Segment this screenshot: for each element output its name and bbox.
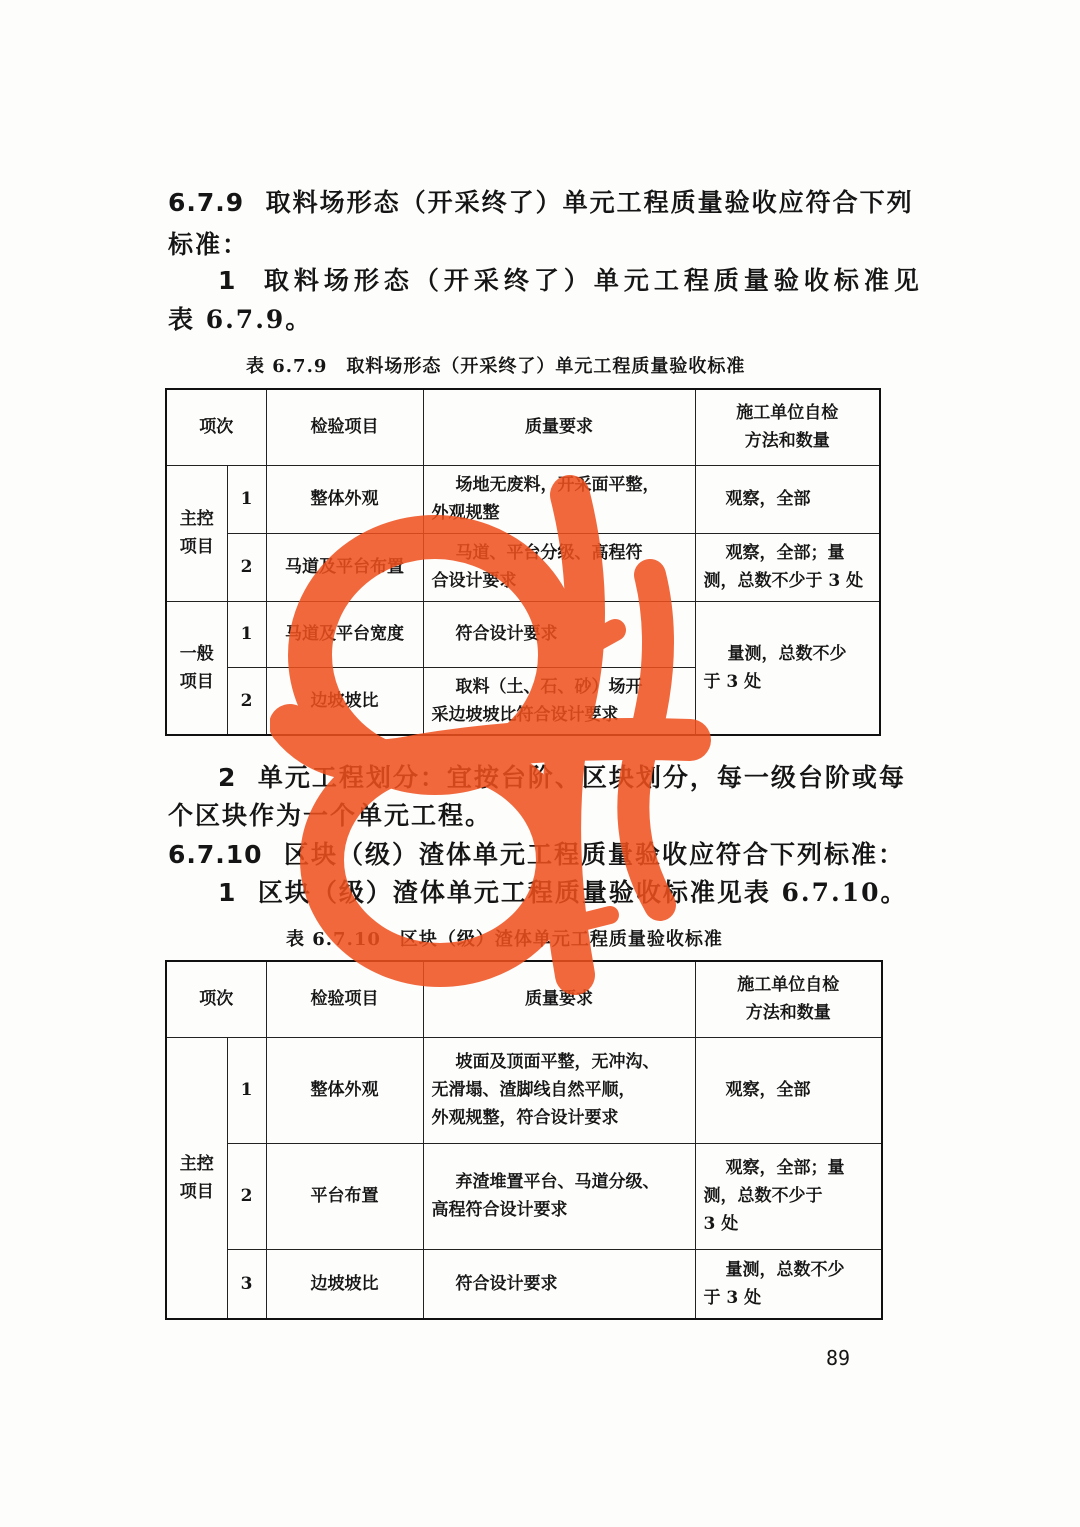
table-6710-caption: 表 6.7.10 区块（级）渣体单元工程质量验收标准 <box>286 929 723 950</box>
table-cell-item: 平台布置 <box>266 1143 423 1249</box>
table-cell-no: 2 <box>227 1143 266 1249</box>
table-cell-no: 1 <box>227 465 266 533</box>
table-cell-method: 观察，全部 <box>695 465 880 533</box>
method-line: 观察，全部；量 <box>725 543 845 563</box>
table-cell-no: 1 <box>227 601 266 667</box>
item2-679-line1 <box>218 758 906 794</box>
table-cell-req <box>423 1037 695 1143</box>
table-679-group-general-line2: 项目 <box>179 671 214 692</box>
table-679-header-method-line1: 施工单位自检 <box>736 403 839 424</box>
table-679-group-general <box>166 601 227 735</box>
method-line: 观察，全部；量 <box>725 1158 845 1178</box>
section-6710-item1 <box>218 873 908 909</box>
table-cell-req: 符合设计要求 <box>423 1249 695 1319</box>
table-6710-header-row <box>166 961 882 1037</box>
table-cell-req: 符合设计要求 <box>423 601 695 667</box>
table-679-group-main-line2: 项目 <box>179 537 214 557</box>
table-cell-req <box>423 465 695 533</box>
table-679-header-quality-req: 质量要求 <box>423 389 695 465</box>
table-679-group-main <box>166 465 227 601</box>
section-6710-heading <box>168 835 905 871</box>
table-cell-no: 2 <box>227 667 266 735</box>
section-679-item1-line2: 表 6.7.9。 <box>168 305 313 334</box>
req-line: 弃渣堆置平台、马道分级、 <box>455 1172 660 1192</box>
table-cell-item: 马道及平台布置 <box>266 533 423 601</box>
table-row <box>166 1143 882 1249</box>
table-cell-method <box>695 1143 882 1249</box>
table-6710-header-quality-req: 质量要求 <box>423 961 695 1037</box>
table-cell-req <box>423 667 695 735</box>
table-cell-no: 1 <box>227 1037 266 1143</box>
method-line: 量测，总数不少 <box>725 1259 845 1280</box>
table-cell-item: 整体外观 <box>266 1037 423 1143</box>
section-679-item1-number: 1 <box>218 266 237 295</box>
section-679-heading-line1 <box>168 183 914 219</box>
table-679-header-item-no: 项次 <box>166 389 266 465</box>
table-6710-header-check-item: 检验项目 <box>266 961 423 1037</box>
table-cell-method <box>695 533 880 601</box>
method-line: 于 3 处 <box>703 1287 762 1308</box>
req-line: 采边坡坡比符合设计要求 <box>431 704 619 725</box>
table-row <box>166 601 880 667</box>
req-line: 坡面及顶面平整，无冲沟、 <box>455 1052 660 1072</box>
table-cell-no: 2 <box>227 533 266 601</box>
table-679 <box>165 388 881 736</box>
method-line: 量测，总数不少 <box>727 643 847 664</box>
method-line: 测，总数不少于 3 处 <box>703 571 864 591</box>
table-row <box>166 533 880 601</box>
section-679-item1-line1 <box>218 261 924 297</box>
table-679-header-method-line2: 方法和数量 <box>744 431 830 452</box>
table-6710-header-method-line2: 方法和数量 <box>745 1003 831 1024</box>
table-cell-item: 整体外观 <box>266 465 423 533</box>
table-6710-header-method-line1: 施工单位自检 <box>737 975 840 996</box>
section-6710-number: 6.7.10 <box>168 840 263 869</box>
table-cell-method: 观察，全部 <box>695 1037 882 1143</box>
section-679-heading-line2: 标准： <box>168 230 250 259</box>
table-cell-method <box>695 1249 882 1319</box>
table-6710 <box>165 960 883 1320</box>
section-679-item1-text: 取料场形态（开采终了）单元工程质量验收标准见 <box>263 266 924 295</box>
section-6710-item1-text: 区块（级）渣体单元工程质量验收标准见表 6.7.10。 <box>257 878 908 907</box>
req-line: 无滑塌、渣脚线自然平顺， <box>431 1080 636 1100</box>
table-cell-item: 边坡坡比 <box>266 1249 423 1319</box>
table-row <box>166 1037 882 1143</box>
table-cell-req <box>423 1143 695 1249</box>
table-679-caption: 表 6.7.9 取料场形态（开采终了）单元工程质量验收标准 <box>246 356 746 377</box>
method-line: 测，总数不少于 <box>703 1186 823 1206</box>
table-679-group-main-line1: 主控 <box>179 509 214 529</box>
req-line: 合设计要求 <box>431 571 517 591</box>
table-cell-no: 3 <box>227 1249 266 1319</box>
table-6710-group-main-line1: 主控 <box>179 1153 214 1174</box>
table-row <box>166 1249 882 1319</box>
table-row <box>166 465 880 533</box>
table-679-header-method <box>695 389 880 465</box>
section-679-number: 6.7.9 <box>168 188 245 217</box>
item2-679-number: 2 <box>218 763 237 792</box>
table-679-header-check-item: 检验项目 <box>266 389 423 465</box>
table-cell-item: 边坡坡比 <box>266 667 423 735</box>
req-line: 场地无废料，开采面平整， <box>455 475 660 495</box>
table-cell-item: 马道及平台宽度 <box>266 601 423 667</box>
table-679-header-row <box>166 389 880 465</box>
table-679-group-general-line1: 一般 <box>179 643 214 664</box>
table-cell-method <box>695 601 880 735</box>
table-6710-group-main <box>166 1037 227 1319</box>
page-number: 89 <box>826 1346 851 1370</box>
method-line: 3 处 <box>703 1214 739 1234</box>
req-line: 外观规整 <box>431 503 500 523</box>
section-6710-item1-number: 1 <box>218 878 237 907</box>
item2-679-line2: 个区块作为一个单元工程。 <box>168 801 493 830</box>
table-6710-group-main-line2: 项目 <box>179 1181 214 1202</box>
table-cell-req <box>423 533 695 601</box>
section-6710-heading-text: 区块（级）渣体单元工程质量验收应符合下列标准： <box>284 840 906 869</box>
method-line: 于 3 处 <box>703 671 762 692</box>
req-line: 高程符合设计要求 <box>431 1200 568 1220</box>
req-line: 马道、平台分级、高程符 <box>455 543 643 563</box>
section-679-heading-text: 取料场形态（开采终了）单元工程质量验收应符合下列 <box>265 188 914 217</box>
table-6710-header-method <box>695 961 882 1037</box>
req-line: 外观规整，符合设计要求 <box>431 1108 619 1128</box>
table-6710-header-item-no: 项次 <box>166 961 266 1037</box>
item2-679-text: 单元工程划分：宜按台阶、区块划分，每一级台阶或每 <box>257 763 906 792</box>
req-line: 取料（土、石、砂）场开 <box>455 676 643 697</box>
